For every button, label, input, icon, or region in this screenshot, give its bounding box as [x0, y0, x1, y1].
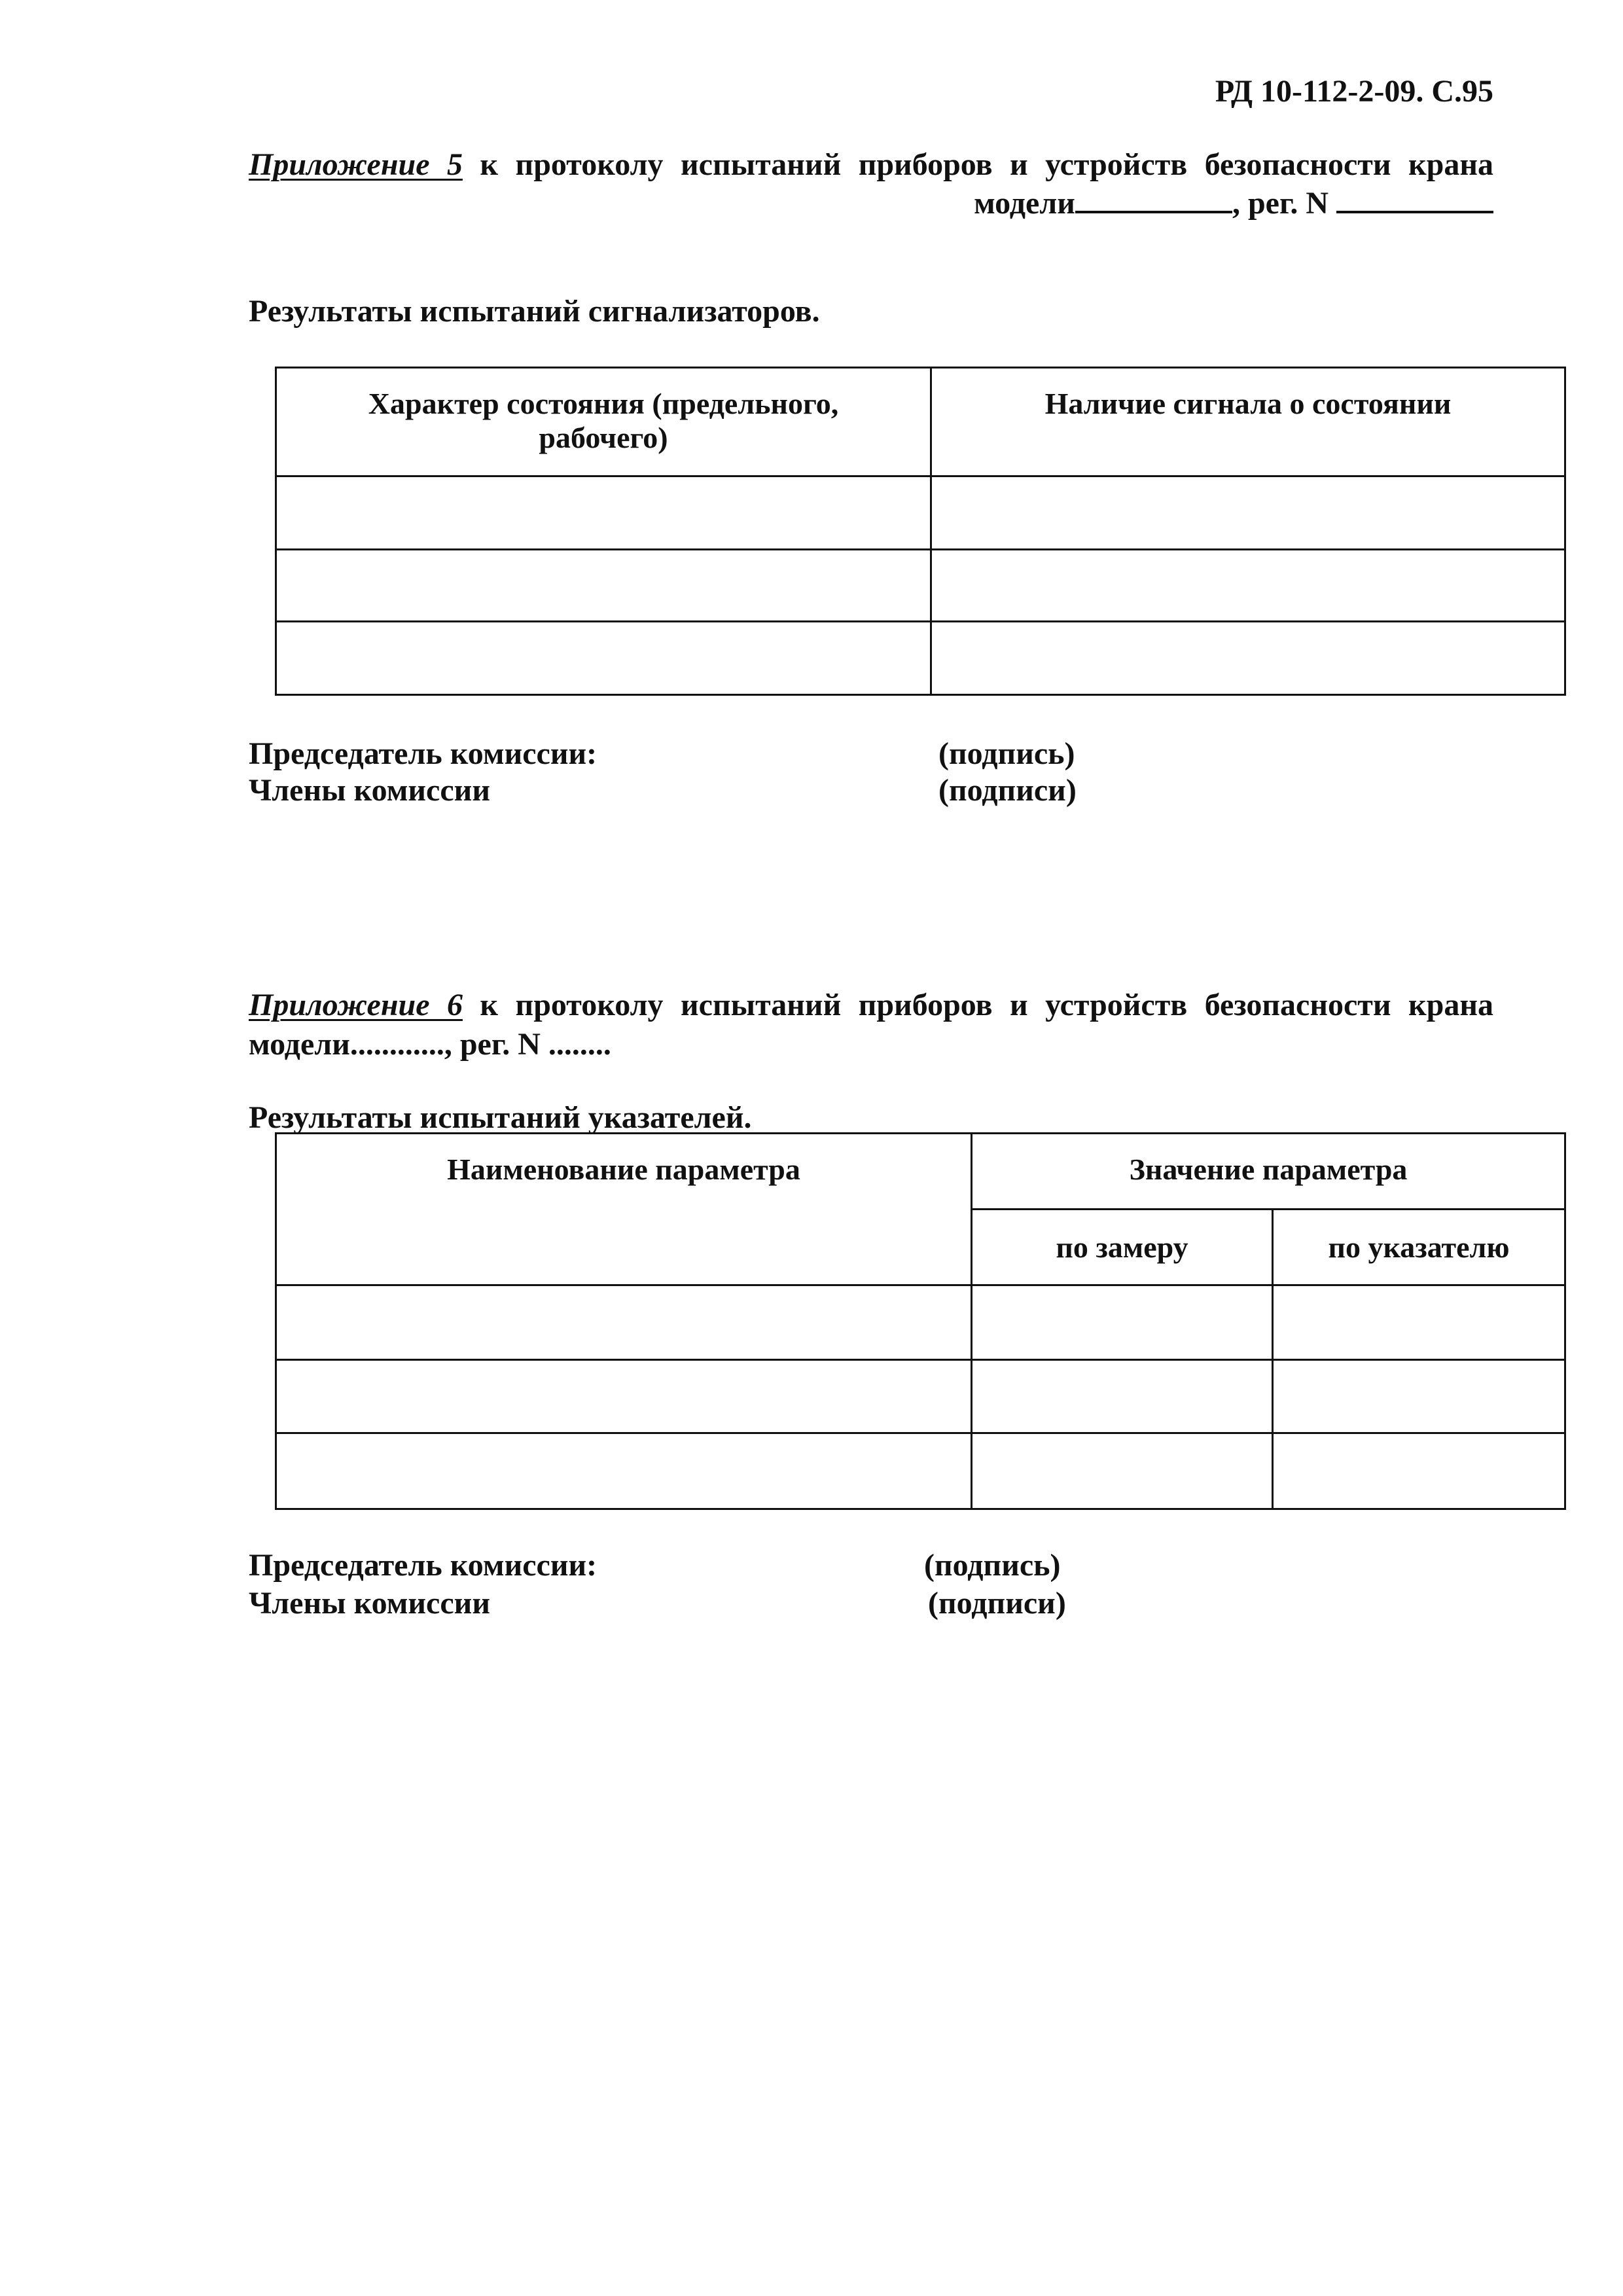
table-cell[interactable]	[276, 1433, 972, 1509]
table-row	[276, 622, 1565, 695]
table-header-row	[276, 1134, 1565, 1210]
chairman-label: Председатель комиссии:	[249, 736, 597, 771]
members-signatures: (подписи)	[928, 1586, 1066, 1621]
members-label: Члены комиссии	[249, 773, 490, 808]
table-cell[interactable]	[972, 1433, 1273, 1509]
table-cell[interactable]	[931, 622, 1565, 695]
indicators-results-table	[275, 1132, 1566, 1510]
chairman-signature: (подпись)	[924, 1548, 1061, 1583]
appendix5-model-label: модели	[974, 186, 1075, 221]
table-cell[interactable]	[276, 622, 931, 695]
table-header-row	[276, 368, 1565, 476]
header-by-measurement: по замеру	[972, 1210, 1273, 1285]
table-cell[interactable]	[972, 1360, 1273, 1433]
table2-title: Результаты испытаний указателей.	[249, 1100, 752, 1135]
header-parameter-name: Наименование параметра	[276, 1134, 972, 1285]
appendix6-intro: к протоколу испытаний приборов и устройств безопасности крана	[462, 988, 1494, 1022]
table-cell[interactable]	[931, 550, 1565, 622]
table-row	[276, 1433, 1565, 1509]
table-cell[interactable]	[931, 476, 1565, 550]
header-signal-presence: Наличие сигнала о состоянии	[931, 368, 1565, 476]
table-cell[interactable]	[276, 550, 931, 622]
table1-title: Результаты испытаний сигнализаторов.	[249, 294, 820, 329]
header-by-indicator: по указателю	[1273, 1210, 1565, 1285]
appendix5-intro: к протоколу испытаний приборов и устройств безопасности крана	[462, 147, 1494, 182]
appendix6-link[interactable]: Приложение 6	[249, 988, 463, 1022]
table-row	[276, 476, 1565, 550]
chairman-signature: (подпись)	[938, 736, 1075, 771]
appendix6-heading	[249, 987, 1493, 1023]
chairman-label: Председатель комиссии:	[249, 1548, 597, 1583]
header-parameter-value: Значение параметра	[972, 1134, 1565, 1210]
members-signatures: (подписи)	[938, 773, 1077, 808]
table-cell[interactable]	[276, 1360, 972, 1433]
table-cell[interactable]	[972, 1285, 1273, 1360]
table-cell[interactable]	[276, 1285, 972, 1360]
table-row	[276, 1285, 1565, 1360]
table-cell[interactable]	[1273, 1360, 1565, 1433]
header-state-type: Характер состояния (предельного, рабочего)	[276, 368, 931, 476]
table-cell[interactable]	[1273, 1433, 1565, 1509]
table-cell[interactable]	[276, 476, 931, 550]
signalers-results-table	[275, 367, 1566, 696]
appendix6-model-line: модели............, рег. N ........	[249, 1027, 611, 1062]
model-blank[interactable]	[1075, 185, 1232, 213]
document-code: РД 10-112-2-09. С.95	[1215, 74, 1493, 109]
appendix5-model-line	[974, 185, 1493, 221]
table-row	[276, 1360, 1565, 1433]
table-cell[interactable]	[1273, 1285, 1565, 1360]
appendix5-heading	[249, 147, 1493, 183]
reg-number-blank[interactable]	[1336, 185, 1493, 213]
table-row	[276, 550, 1565, 622]
appendix5-link[interactable]: Приложение 5	[249, 147, 463, 182]
appendix5-reg-label: , рег. N	[1232, 186, 1329, 221]
members-label: Члены комиссии	[249, 1586, 490, 1621]
